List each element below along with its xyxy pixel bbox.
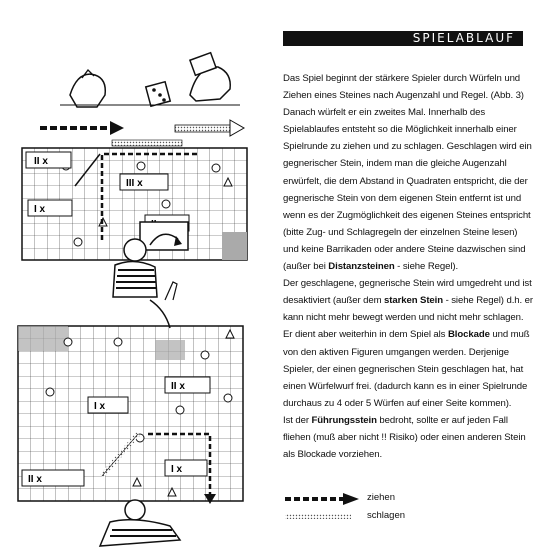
die-label: II x [34, 156, 48, 167]
term-distanzsteinen: Distanzsteinen [328, 261, 395, 273]
die-label: I x [34, 204, 46, 215]
game-board-bottom [18, 326, 243, 504]
legend-move-label: ziehen [367, 492, 395, 503]
svg-text:II x: II x [28, 474, 42, 485]
text-run: Der geschlagene, gegnerische Stein wird umgedreht und ist desaktiviert (außer dem [283, 278, 532, 307]
term-starker-stein: starken Stein [384, 295, 443, 307]
paragraph [283, 275, 533, 412]
section-header-bar [283, 31, 523, 46]
legend-arrows [283, 490, 367, 524]
move-arrow-top [40, 121, 124, 135]
text-run: - siehe Regel) d.h. er kann nicht mehr bewegt werden und nicht mehr schlagen. Er dient aber weiterhin in dem Spiel als [283, 295, 533, 341]
text-run: Ist der [283, 414, 312, 426]
capture-arrow-top [175, 120, 244, 136]
die-label: I x [171, 464, 183, 475]
die-label: I x [94, 401, 106, 412]
text-run: bedroht, sollte er auf jeden Fall fliehen (muß aber nicht !! Risiko) oder einen anderen Stein als Blockade vorziehen. [283, 414, 526, 461]
body-text [283, 70, 533, 463]
paragraph [283, 70, 533, 275]
paragraph [283, 412, 533, 463]
text-run: Das Spiel beginnt der stärkere Spieler durch Würfeln und Ziehen eines Steines nach Augenzahl und Regel. (Abb. 3) Danach würfelt er ein zweites Mal. Innerhalb des Spielablaufes entsteht so die Möglichkeit innerhalb einer Spielrunde zu ziehen und zu schlagen. Geschlagen wird ein gegnerischer Stein, indem man die gleiche Augenzahl erwürfelt, die dem Abstand in Quadraten entspricht, die der gegnerische Stein von dem eigenen Stein entfernt ist und wenn es der Zugmöglichkeit des eigenen Steines entspricht (bitte Zug- und Schlagregeln der einzelnen Steine lesen) und keine Barrikaden oder andere Steine dazwischen sind (außer bei [283, 73, 532, 273]
term-blockade: Blockade [447, 329, 490, 341]
legend-capture-label: schlagen [367, 510, 406, 521]
cartoon-dice-players [60, 53, 240, 107]
text-run: und muß von den aktiven Figuren umgangen werden. Derjenige Spieler, der einen gegnerischen Stein geschlagen hat, hat einen Würfelwurf frei. (dadurch kann es in einer Spielrunde durchaus zu 4 oder 5 Würfen auf einer Seite kommen). [283, 329, 530, 409]
legend [283, 490, 503, 524]
cartoon-player-bottom [100, 500, 180, 546]
die-label: III x [126, 178, 143, 189]
text-run: - siehe Regel). [394, 261, 459, 273]
term-fuehrungsstein: Führungsstein [311, 414, 377, 426]
die-label: II x [171, 381, 185, 392]
section-title: SPIELABLAUF [412, 31, 515, 45]
